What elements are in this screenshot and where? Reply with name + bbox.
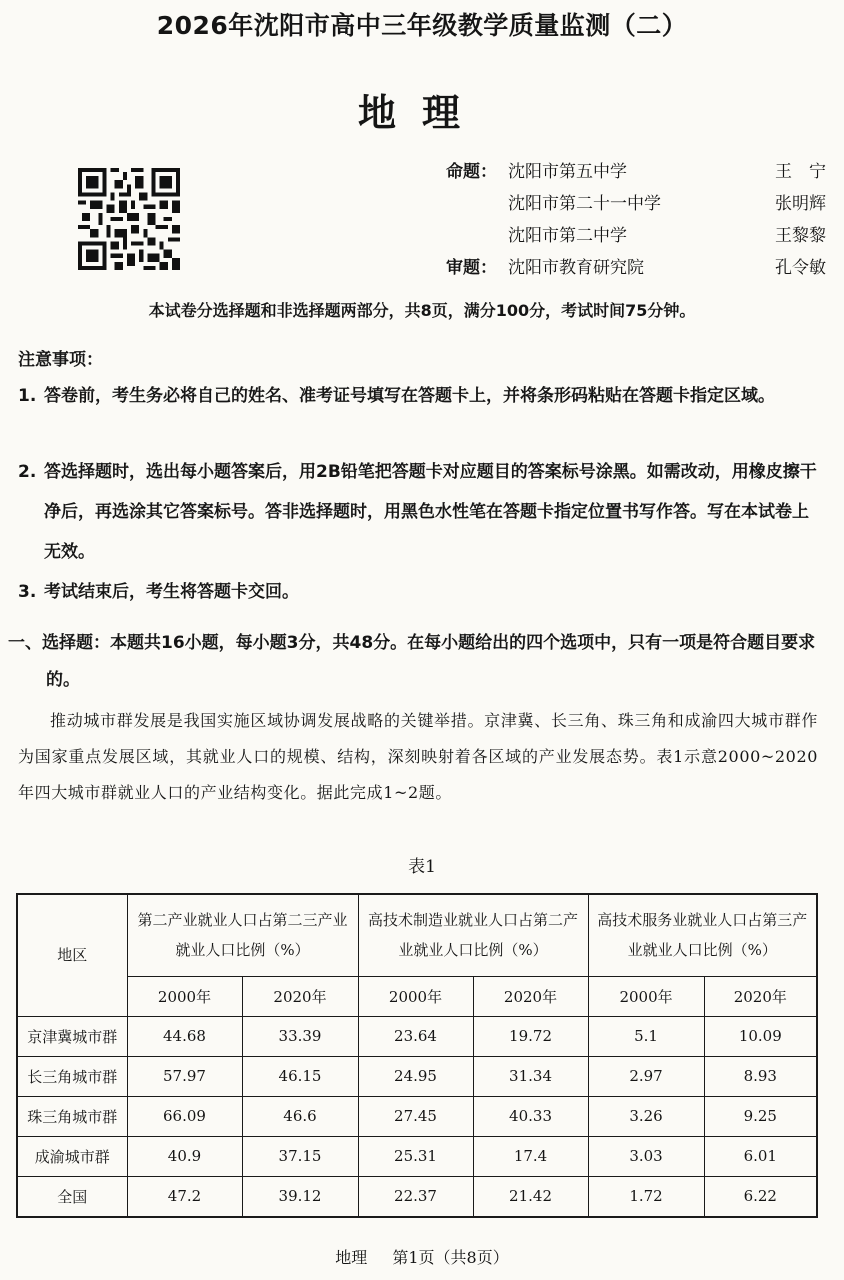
author-school: 沈阳市第二十一中学: [508, 194, 661, 214]
exam-title: 2026年沈阳市高中三年级教学质量监测（二）: [156, 11, 688, 40]
table-cell: 22.37: [358, 1176, 473, 1217]
table-cell-region: 珠三角城市群: [17, 1096, 127, 1136]
table-header-group: 高技术服务业就业人口占第三产业就业人口比例（%）: [588, 894, 817, 976]
notes-heading: 注意事项：: [18, 350, 103, 370]
table-cell-region: 全国: [17, 1176, 127, 1217]
table-caption: 表1: [408, 857, 436, 877]
table-cell: 44.68: [127, 1016, 242, 1056]
table-cell: 39.12: [242, 1176, 358, 1217]
note-number: 1.: [18, 386, 37, 406]
table-cell: 5.1: [588, 1016, 704, 1056]
qr-code-icon: [78, 168, 180, 270]
table-cell: 9.25: [704, 1096, 817, 1136]
note-item: [18, 376, 818, 416]
section-heading: [8, 625, 820, 699]
subject-title: 地理: [357, 91, 486, 135]
author-row: [446, 189, 826, 219]
table-header-year: 2000年: [127, 976, 242, 1016]
table-cell: 17.4: [473, 1136, 588, 1176]
table-cell: 40.9: [127, 1136, 242, 1176]
table-cell: 46.6: [242, 1096, 358, 1136]
question-passage: 推动城市群发展是我国实施区域协调发展战略的关键举措。京津冀、长三角、珠三角和成渝四大城市群作为国家重点发展区域，其就业人口的规模、结构，深刻映射着各区域的产业发展态势。表1示意2000~2020年四大城市群就业人口的产业结构变化。据此完成1~2题。: [18, 711, 818, 802]
table-year-row: [17, 976, 817, 1016]
table-header-group: 高技术制造业就业人口占第二产业就业人口比例（%）: [358, 894, 588, 976]
table-header-group: 第二产业就业人口占第二三产业就业人口比例（%）: [127, 894, 358, 976]
table-cell: 57.97: [127, 1056, 242, 1096]
table-cell: 24.95: [358, 1056, 473, 1096]
table-row: [17, 1016, 817, 1056]
table-cell: 19.72: [473, 1016, 588, 1056]
table-row: [17, 1096, 817, 1136]
table-row: [17, 1136, 817, 1176]
author-school: 沈阳市第二中学: [508, 226, 627, 246]
table-header-region: 地区: [17, 894, 127, 1016]
note-number: 3.: [18, 582, 37, 602]
table-cell: 10.09: [704, 1016, 817, 1056]
author-name: 张明辉: [775, 194, 826, 214]
table-header-row: [17, 894, 817, 976]
author-row: [446, 221, 826, 251]
table-cell: 6.01: [704, 1136, 817, 1176]
note-text: 答卷前，考生务必将自己的姓名、准考证号填写在答题卡上，并将条形码粘贴在答题卡指定区域。: [44, 386, 775, 406]
table-header-year: 2000年: [358, 976, 473, 1016]
table-cell: 27.45: [358, 1096, 473, 1136]
author-role-label: 审题：: [446, 258, 497, 278]
author-name: 王黎黎: [775, 226, 826, 246]
author-school: 沈阳市教育研究院: [508, 258, 644, 278]
table-cell: 1.72: [588, 1176, 704, 1217]
table-header-year: 2020年: [704, 976, 817, 1016]
note-text: 考试结束后，考生将答题卡交回。: [44, 582, 299, 602]
table-cell: 8.93: [704, 1056, 817, 1096]
data-table: [16, 893, 818, 1218]
author-role-label: 命题：: [446, 162, 497, 182]
author-row: [446, 157, 826, 187]
table-cell: 21.42: [473, 1176, 588, 1217]
table-cell-region: 长三角城市群: [17, 1056, 127, 1096]
table-cell: 40.33: [473, 1096, 588, 1136]
table-cell: 33.39: [242, 1016, 358, 1056]
table-header-year: 2020年: [473, 976, 588, 1016]
author-row: [446, 253, 826, 283]
footer-page-number: 第1页（共8页）: [392, 1248, 509, 1267]
footer-subject: 地理: [335, 1248, 368, 1267]
table-cell-region: 成渝城市群: [17, 1136, 127, 1176]
exam-intro: 本试卷分选择题和非选择题两部分，共8页，满分100分，考试时间75分钟。: [148, 301, 696, 320]
table-cell: 23.64: [358, 1016, 473, 1056]
table-header-year: 2020年: [242, 976, 358, 1016]
table-cell: 31.34: [473, 1056, 588, 1096]
table-cell: 47.2: [127, 1176, 242, 1217]
author-school: 沈阳市第五中学: [508, 162, 627, 182]
table-cell: 46.15: [242, 1056, 358, 1096]
table-cell: 3.03: [588, 1136, 704, 1176]
note-number: 2.: [18, 462, 37, 482]
page-footer: [0, 1245, 844, 1268]
table-header-year: 2000年: [588, 976, 704, 1016]
table-cell: 66.09: [127, 1096, 242, 1136]
author-name: 王 宁: [775, 162, 826, 182]
table-row: [17, 1176, 817, 1217]
section-heading-text: 一、选择题：本题共16小题，每小题3分，共48分。在每小题给出的四个选项中，只有一项是符合题目要求的。: [8, 633, 816, 690]
note-item: [18, 572, 818, 612]
note-text: 答选择题时，选出每小题答案后，用2B铅笔把答题卡对应题目的答案标号涂黑。如需改动，用橡皮擦干净后，再选涂其它答案标号。答非选择题时，用黑色水性笔在答题卡指定位置书写作答。写在本试卷上无效。: [44, 462, 817, 562]
table-cell: 3.26: [588, 1096, 704, 1136]
table-cell: 6.22: [704, 1176, 817, 1217]
table-cell: 2.97: [588, 1056, 704, 1096]
table-row: [17, 1056, 817, 1096]
table-cell: 25.31: [358, 1136, 473, 1176]
note-item: [18, 452, 818, 572]
author-name: 孔令敏: [775, 258, 826, 278]
table-cell: 37.15: [242, 1136, 358, 1176]
table-cell-region: 京津冀城市群: [17, 1016, 127, 1056]
